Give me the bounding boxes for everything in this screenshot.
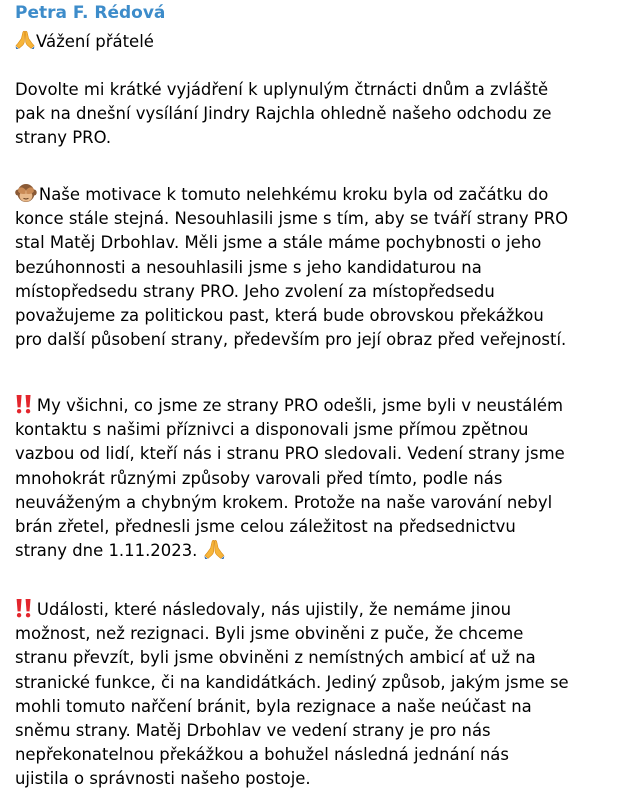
text-line: Události, které následovaly, nás ujistily, že nemáme jinou bbox=[15, 598, 635, 622]
text-line: mnohokrát různými způsoby varovali před tímto, podle nás bbox=[15, 468, 503, 488]
folded-hands-icon bbox=[15, 30, 35, 49]
text-line: pak na dnešní vysílání Jindry Rajchla ohledně našeho odchodu ze bbox=[15, 104, 552, 124]
text-line: nepřekonatelnou překážkou a bohužel následná jednání nás bbox=[15, 745, 509, 765]
author-name[interactable]: Petra F. Rédová bbox=[15, 3, 166, 23]
text-line: neuváženým a chybným krokem. Protože na naše varování nebyl bbox=[15, 492, 553, 512]
folded-hands-icon bbox=[203, 539, 225, 559]
text-line: Naše motivace k tomuto nelehkému kroku byla od začátku do bbox=[15, 183, 635, 207]
text-line: možnost, než rezignaci. Byli jsme obviněni z puče, že chceme bbox=[15, 624, 524, 644]
paragraph-contact bbox=[15, 394, 637, 563]
greeting-line bbox=[15, 30, 154, 53]
text-line: kontaktu s našimi příznivci a disponovali jsme přímou zpětnou bbox=[15, 420, 529, 440]
text-line: považujeme za politickou past, která bude obrovskou překážkou bbox=[15, 306, 544, 326]
text-line: stranické funkce, či na kandidátkách. Jediný způsob, jakým jsme se bbox=[15, 672, 569, 692]
text-line: stranu převzít, byli jsme obviněni z nemístných ambicí ať už na bbox=[15, 648, 536, 668]
text-line: vazbou od lidí, kteří nás i stranu PRO sledovali. Vedení strany jsme bbox=[15, 444, 565, 464]
text-line: místopředsedu strany PRO. Jeho zvolení za místopředsedu bbox=[15, 281, 495, 301]
paragraph-motivation bbox=[15, 183, 637, 352]
text-line: My všichni, co jsme ze strany PRO odešli, jsme byli v neustálém bbox=[15, 394, 635, 418]
text-line: stal Matěj Drbohlav. Měli jsme a stále máme pochybnosti o jeho bbox=[15, 233, 542, 253]
text-line: strany PRO. bbox=[15, 128, 112, 148]
text-line: mohli tomuto nařčení bránit, byla rezignace a naše neúčast na bbox=[15, 696, 532, 716]
paragraph-intro bbox=[15, 78, 637, 151]
double-exclamation-icon bbox=[15, 598, 33, 618]
double-exclamation-icon bbox=[15, 394, 33, 414]
text-line: bezúhonnosti a nesouhlasili jsme s jeho kandidaturou na bbox=[15, 257, 482, 277]
text-line: ujistila o správnosti našeho postoje. bbox=[15, 769, 311, 789]
text-line: pro další působení strany, především pro její obraz před veřejností. bbox=[15, 330, 567, 350]
greeting-text: Vážení přátelé bbox=[36, 32, 154, 51]
text-line: sněmu strany. Matěj Drbohlav ve vedení strany je pro nás bbox=[15, 721, 491, 741]
text-line: strany dne 1.11.2023. bbox=[15, 539, 635, 563]
text-line: konce stále stejná. Nesouhlasili jsme s tím, aby se tváří strany PRO bbox=[15, 209, 569, 229]
paragraph-events bbox=[15, 598, 637, 792]
text-line: Dovolte mi krátké vyjádření k uplynulým čtrnácti dnům a zvláště bbox=[15, 80, 549, 99]
see-no-evil-monkey-icon bbox=[15, 183, 37, 203]
text-line: brán zřetel, přednesli jsme celou záležitost na předsednictvu bbox=[15, 517, 516, 537]
